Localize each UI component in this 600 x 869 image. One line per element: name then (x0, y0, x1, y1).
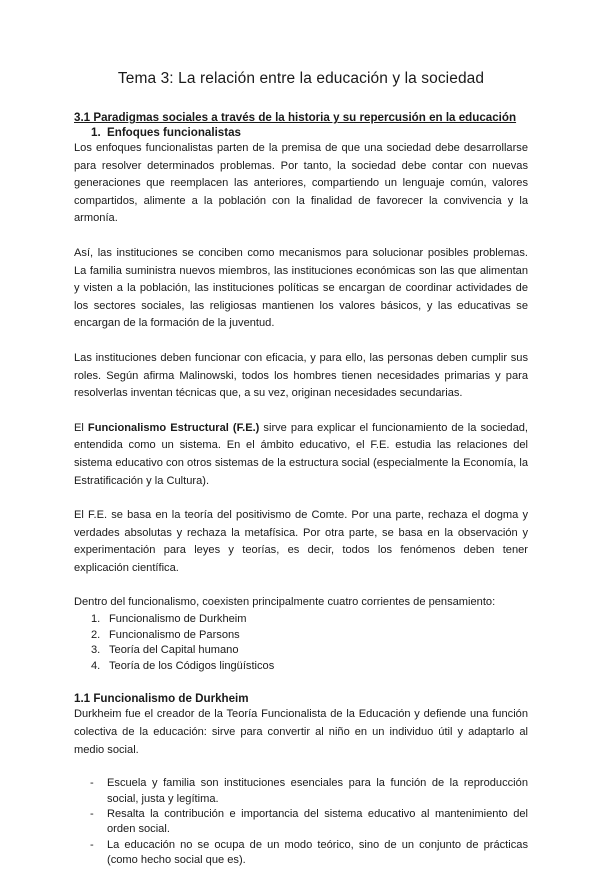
paragraph-4 (74, 420, 528, 490)
bullet-text: Escuela y familia son instituciones esenciales para la función de la reproducción social, justa y legítima. (107, 777, 528, 805)
heading-text: Enfoques funcionalistas (107, 126, 241, 139)
section-title: 3.1 Paradigmas sociales a través de la historia y su repercusión en la educación (74, 111, 517, 124)
paragraph-4-bold-term: Funcionalismo Estructural (F.E.) (87, 421, 260, 434)
list-item-number: 2. (91, 628, 101, 641)
list-item (74, 659, 528, 675)
numbered-heading (74, 125, 528, 140)
paragraph-3: Las instituciones deben funcionar con eficacia, y para ello, las personas deben cumplir sus roles. Según afirma Malinowski, todos los hombres tienen necesidades primarias y para resolverlas inventan técnicas que, a su vez, originan necesidades secundarias. (74, 351, 528, 400)
bullet-dash: - (90, 838, 94, 851)
list-item (74, 612, 528, 628)
paragraph-2: Así, las instituciones se conciben como mecanismos para solucionar posibles problemas. La familia suministra nuevos miembros, las instituciones económicas son las que alimentan y visten a la población, las instituciones políticas se encargan de coordinar actividades de los sectores sociales, las religiosas mantienen los valores básicos, y las educativas se encargan de la formación de la juventud. (74, 246, 528, 330)
list-item-text: Funcionalismo de Parsons (109, 628, 240, 641)
bullet-dash: - (90, 808, 94, 821)
bullet-list (74, 776, 528, 868)
bullet-item (74, 807, 528, 838)
bullet-text: Resalta la contribución e importancia del sistema educativo al mantenimiento del orden social. (107, 808, 528, 836)
list-item-number: 1. (91, 613, 101, 626)
paragraph-7: Durkheim fue el creador de la Teoría Funcionalista de la Educación y defiende una función colectiva de la educación: sirve para convertir al niño en un individuo útil y adaptarlo al medio social. (74, 708, 528, 756)
paragraph-1: Los enfoques funcionalistas parten de la premisa de que una sociedad debe desarrollarse para resolver determinados problemas. Por tanto, la sociedad debe contar con nuevas generaciones que reemplacen las anteriores, compartiendo un lenguaje común, valores compartidos, alimente a la población con la finalidad de favorecer la convivencia y la armonía. (74, 142, 528, 225)
list-item (74, 628, 528, 644)
bullet-item (74, 776, 528, 807)
bullet-dash: - (90, 777, 94, 790)
list-item-number: 3. (91, 644, 101, 657)
subsection-title: 1.1 Funcionalismo de Durkheim (74, 692, 249, 706)
paragraph-4-post: sirve para explicar el funcionamiento de la sociedad, entendida como un sistema. En el ámbito educativo, el F.E. estudia las relaciones del sistema educativo con otros sistemas de la estructura social (especialmente la Economía, la Estratificación y la Cultura). (74, 421, 528, 487)
bullet-item (74, 838, 528, 869)
list-item (74, 643, 528, 659)
currents-list (74, 612, 528, 674)
list-item-text: Funcionalismo de Durkheim (109, 613, 247, 626)
bullet-text: La educación no se ocupa de un modo teórico, sino de un conjunto de prácticas (como hecho social que es). (107, 838, 528, 867)
paragraph-6: Dentro del funcionalismo, coexisten principalmente cuatro corrientes de pensamiento: (74, 596, 496, 609)
document-title: Tema 3: La relación entre la educación y la sociedad (117, 70, 485, 87)
list-item-text: Teoría de los Códigos lingüísticos (109, 659, 275, 672)
paragraph-5: El F.E. se basa en la teoría del positivismo de Comte. Por una parte, rechaza el dogma y verdades absolutas y rechaza la metafísica. Por otra parte, se basa en la observación y experimentación para leyes y teorías, es decir, todos los fenómenos deben tener explicación científica. (74, 509, 528, 574)
paragraph-4-pre: El (74, 421, 88, 434)
heading-number: 1. (91, 126, 101, 139)
list-item-text: Teoría del Capital humano (109, 644, 239, 657)
list-item-number: 4. (91, 659, 101, 672)
